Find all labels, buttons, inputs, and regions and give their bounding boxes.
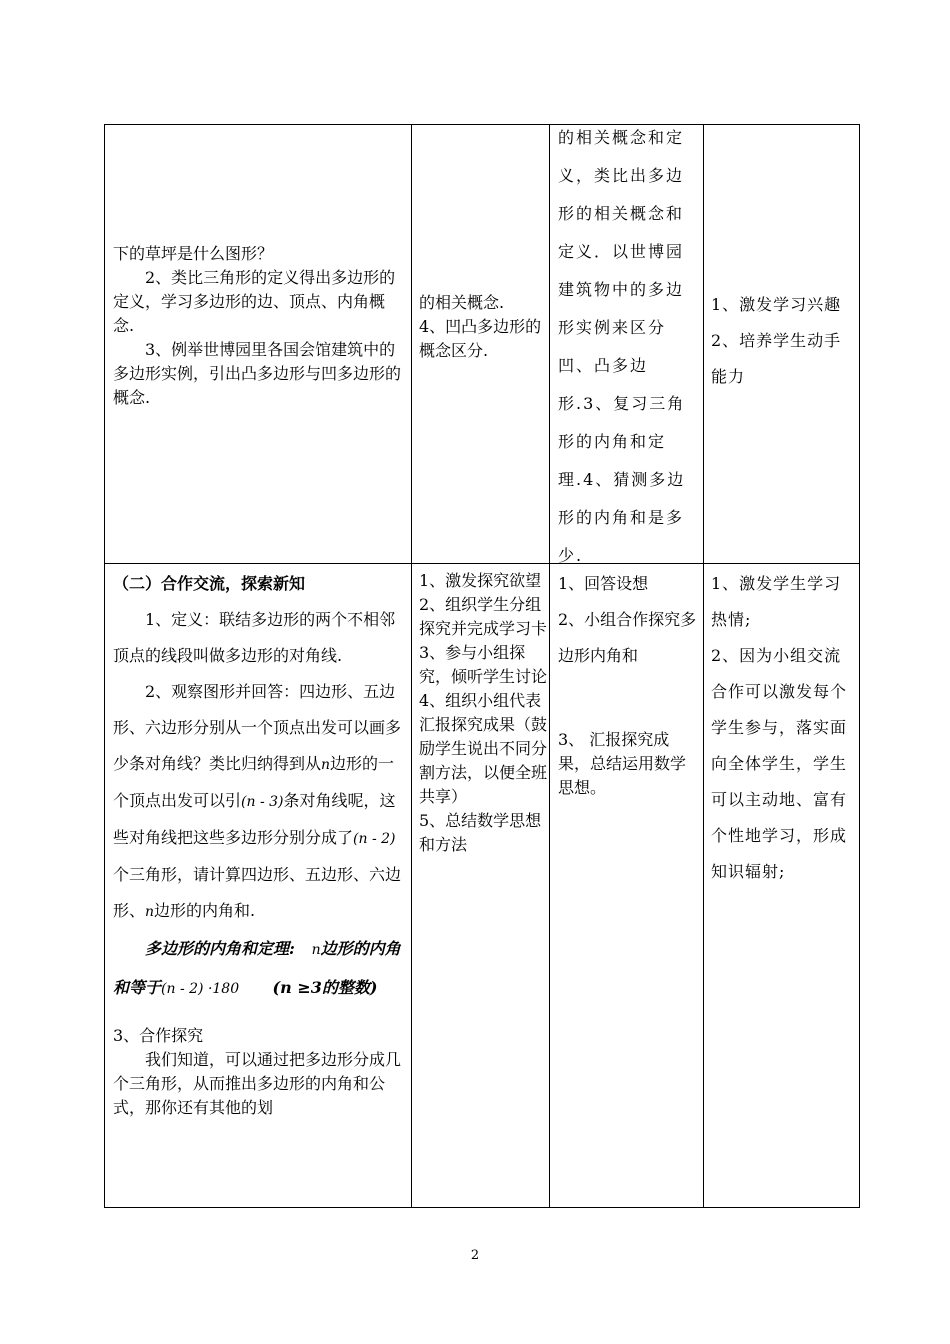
definition-paragraph: 1、定义：联结多边形的两个不相邻顶点的线段叫做多边形的对角线. (113, 610, 396, 665)
text-span: 2、观察图形并回答：四边形、五边形、六边形分别从一个顶点出发可以画多少条对角线？类比归纳得到从 (113, 682, 402, 773)
page-number: 2 (470, 1248, 480, 1263)
row1-col2-line: 的相关概念. (419, 293, 505, 312)
explore-paragraph: 我们知道，可以通过把多边形分成几个三角形，从而推出多边形的内角和公式，那你还有其他的划 (113, 1050, 402, 1117)
row2-teaching-content (113, 566, 407, 1120)
math-condition: (n ≥3 (272, 978, 322, 997)
lesson-plan-table (104, 124, 860, 1208)
row2-col2-item: 5、总结数学思想和方法 (419, 811, 542, 854)
column-divider (549, 125, 550, 1207)
row2-teacher-activity (419, 569, 547, 857)
row2-col3-item: 1、回答设想 (558, 574, 649, 593)
row2-col3-item: 2、小组合作探究多边形内角和 (558, 610, 697, 665)
row2-design-intent (711, 566, 857, 890)
math-variable: n (145, 904, 155, 920)
observation-paragraph (113, 674, 407, 930)
row2-col2-item: 3、参与小组探究，倾听学生讨论 (419, 643, 548, 686)
row1-col4-item: 2、培养学生动手能力 (711, 331, 842, 386)
row-divider (105, 563, 859, 564)
math-expression: (n - 2) (353, 831, 396, 847)
math-variable: n (311, 942, 321, 958)
text-span: 边形的内角和等于 (113, 939, 401, 997)
math-expression: (n - 3) (241, 794, 284, 810)
section-heading: （二）合作交流，探索新知 (113, 574, 306, 593)
row2-col2-item: 2、组织学生分组探究并完成学习卡 (419, 595, 548, 638)
row1-teaching-content (113, 242, 405, 410)
text-span: 个三角形，请计算四边形、五边形、六边形、 (113, 865, 402, 920)
row1-col1-line: 下的草坪是什么图形？ (113, 244, 274, 263)
theorem-statement (113, 930, 407, 1008)
row2-col3-group (558, 566, 700, 674)
row1-student-activity (558, 119, 698, 575)
text-span: 边形的一个顶点出发可以引 (113, 754, 395, 810)
text-span: 的整数) (321, 978, 378, 997)
text-span: 条对角线呢，这些对角线把这些多边形分别分成了 (113, 791, 396, 847)
math-variable: n (321, 757, 331, 773)
row1-teacher-activity (419, 291, 543, 363)
row2-col2-item: 1、激发探究欲望 (419, 571, 542, 590)
row1-col2-item: 4、凹凸多边形的概念区分. (419, 317, 542, 360)
row2-student-activity (558, 566, 700, 800)
column-divider (703, 125, 704, 1207)
text-span: 边形的内角和. (154, 901, 256, 920)
row1-col1-item: 3、例举世博园里各国会馆建筑中的多边形实例，引出凸多边形与凹多边形的概念. (113, 340, 402, 407)
row1-col3-text: 的相关概念和定义，类比出多边形的相关概念和定义．以世博园建筑物中的多边形实例来区分凹、凸多边形.3、复习三角形的内角和定理.4、猜测多边形的内角和是多少. (558, 128, 686, 565)
math-expression: (n - 2) ·180 (161, 981, 240, 997)
explore-title: 3、合作探究 (113, 1026, 204, 1045)
theorem-title: 多边形的内角和定理: (145, 939, 295, 958)
row1-col1-item: 2、类比三角形的定义得出多边形的定义，学习多边形的边、顶点、内角概念. (113, 268, 396, 335)
row2-col2-item: 4、组织小组代表汇报探究成果（鼓励学生说出不同分割方法，以便全班共享） (419, 691, 548, 806)
row1-design-intent (711, 287, 857, 395)
row1-col4-item: 1、激发学习兴趣 (711, 295, 842, 314)
row2-col4-item: 1、激发学生学习热情; (711, 574, 842, 629)
column-divider (411, 125, 412, 1207)
row2-col3-item: 3、 汇报探究成果，总结运用数学思想。 (558, 730, 687, 797)
row2-col4-item: 2、因为小组交流合作可以激发每个学生参与，落实面向全体学生，学生可以主动地、富有个性地学习，形成知识辐射; (711, 646, 848, 881)
